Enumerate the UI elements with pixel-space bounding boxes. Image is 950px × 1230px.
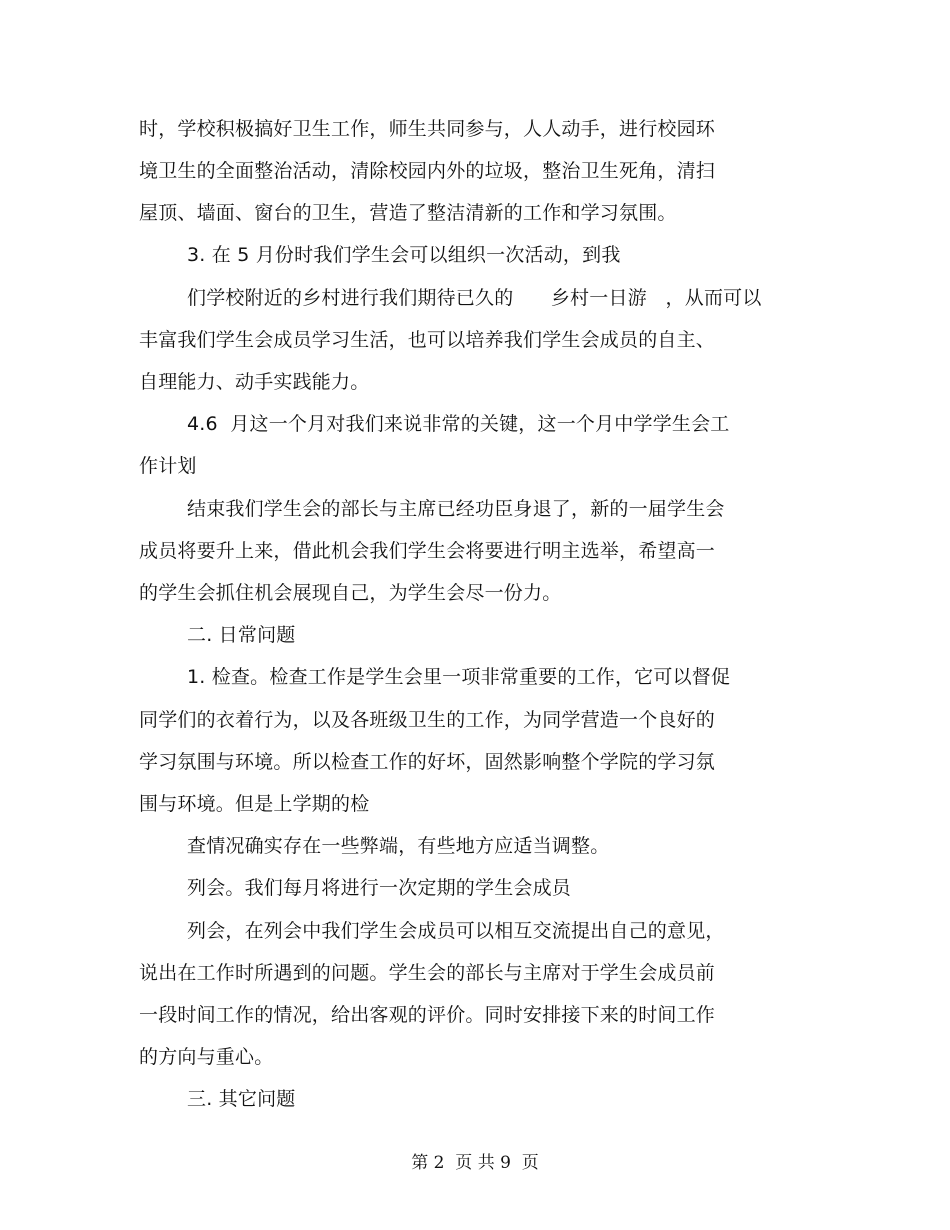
body-line: 的学生会抓住机会展现自己，为学生会尽一份力。 — [139, 582, 562, 604]
body-line: 同学们的衣着行为，以及各班级卫生的工作，为同学营造一个良好的 — [139, 709, 716, 731]
body-line: 的方向与重心。 — [139, 1046, 274, 1068]
body-line: 自理能力、动手实践能力。 — [139, 371, 370, 393]
body-line: 作计划 — [139, 455, 197, 477]
section-heading: 三. 其它问题 — [187, 1088, 296, 1110]
body-line: 列会。我们每月将进行一次定期的学生会成员 — [187, 877, 572, 899]
body-line: 说出在工作时所遇到的问题。学生会的部长与主席对于学生会成员前 — [139, 962, 716, 984]
body-line: 境卫生的全面整治活动，清除校园内外的垃圾，整治卫生死角，清扫 — [139, 160, 716, 182]
body-line: 3. 在 5 月份时我们学生会可以组织一次活动，到我 — [187, 244, 621, 266]
body-line: 们学校附近的乡村进行我们期待已久的 乡村一日游 ，从而可以 — [187, 287, 762, 309]
body-line: 结束我们学生会的部长与主席已经功臣身退了，新的一届学生会 — [187, 498, 725, 520]
section-heading: 二. 日常问题 — [187, 624, 296, 646]
body-line: 围与环境。但是上学期的检 — [139, 793, 370, 815]
body-line: 丰富我们学生会成员学习生活，也可以培养我们学生会成员的自主、 — [139, 329, 716, 351]
page-number-footer: 第 2 页 共 9 页 — [411, 1153, 539, 1173]
body-line: 时，学校积极搞好卫生工作，师生共同参与，人人动手，进行校园环 — [139, 118, 716, 140]
body-line: 4.6 月这一个月对我们来说非常的关键，这一个月中学学生会工 — [187, 413, 730, 435]
body-line: 列会，在列会中我们学生会成员可以相互交流提出自己的意见， — [187, 920, 725, 942]
body-line: 屋顶、墙面、窗台的卫生，营造了整洁清新的工作和学习氛围。 — [139, 202, 677, 224]
body-line: 查情况确实存在一些弊端，有些地方应适当调整。 — [187, 835, 610, 857]
body-line: 一段时间工作的情况，给出客观的评价。同时安排接下来的时间工作 — [139, 1004, 716, 1026]
body-line: 1. 检查。检查工作是学生会里一项非常重要的工作，它可以督促 — [187, 666, 731, 688]
body-line: 成员将要升上来，借此机会我们学生会将要进行明主选举，希望高一 — [139, 540, 716, 562]
body-line: 学习氛围与环境。所以检查工作的好坏，固然影响整个学院的学习氛 — [139, 751, 716, 773]
